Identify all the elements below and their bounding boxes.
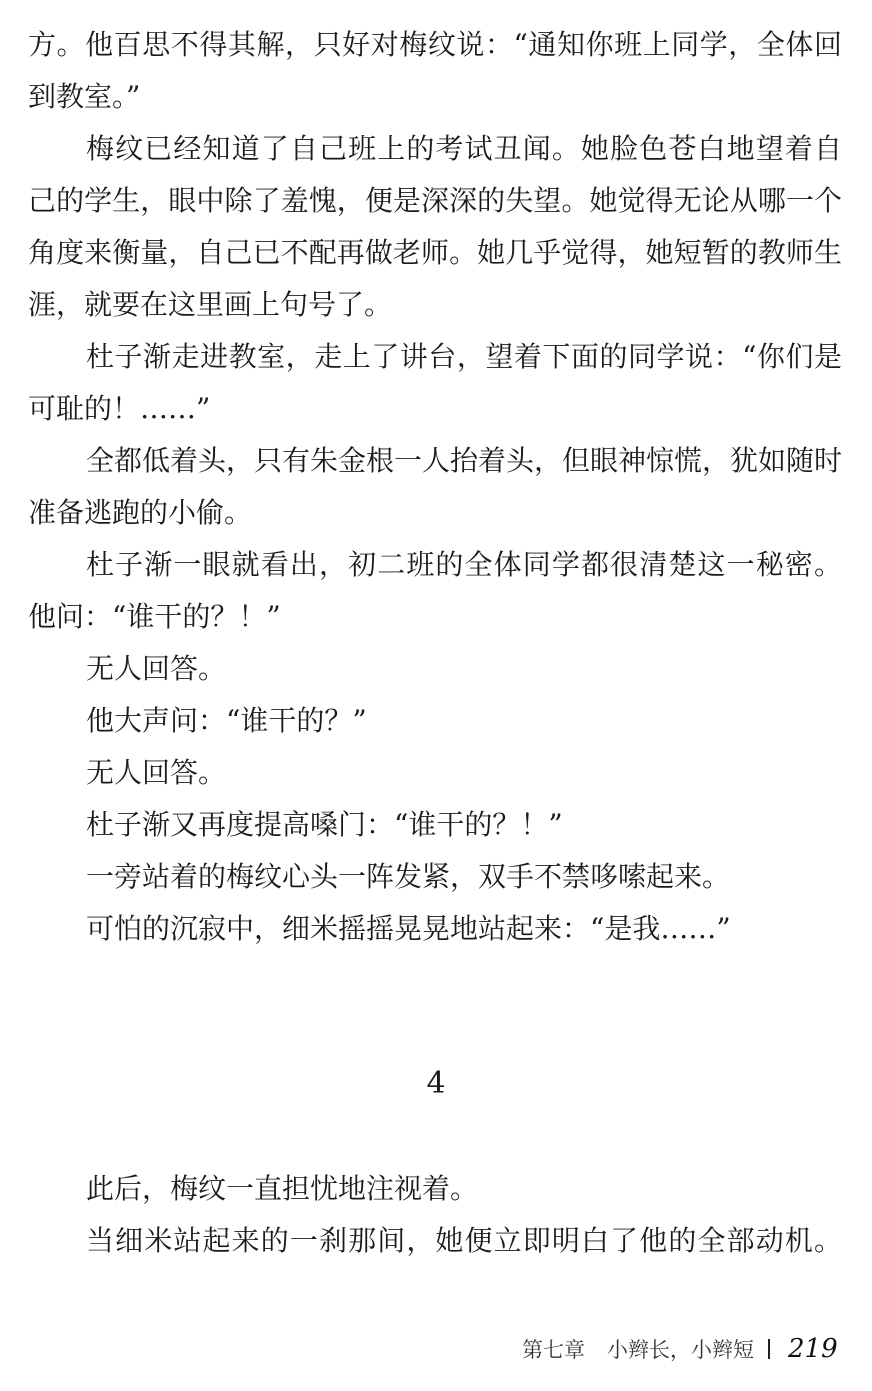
text-line: 全都低着头，只有朱金根一人抬着头，但眼神惊慌，犹如随时 <box>86 444 843 477</box>
text-line: 到教室。” <box>28 80 141 113</box>
text-line: 杜子渐一眼就看出，初二班的全体同学都很清楚这一秘密。 <box>86 548 842 581</box>
text-line: 当细米站起来的一刹那间，她便立即明白了他的全部动机。 <box>86 1224 842 1257</box>
text-line: 杜子渐走进教室，走上了讲台，望着下面的同学说：“你们是 <box>86 340 842 373</box>
text-line: 无人回答。 <box>86 756 227 789</box>
text-line: 可耻的！……” <box>28 392 211 425</box>
text-line: 角度来衡量，自己已不配再做老师。她几乎觉得，她短暂的教师生 <box>28 236 842 269</box>
divider <box>768 1339 770 1359</box>
text-line: 此后，梅纹一直担忧地注视着。 <box>86 1172 479 1205</box>
text-line: 涯，就要在这里画上句号了。 <box>28 288 393 321</box>
text-line: 准备逃跑的小偷。 <box>28 496 253 529</box>
chapter-label: 第七章 <box>522 1338 585 1362</box>
text-line: 他大声问：“谁干的？” <box>86 704 367 737</box>
text-line: 己的学生，眼中除了羞愧，便是深深的失望。她觉得无论从哪一个 <box>28 184 842 217</box>
page-footer <box>522 1334 838 1364</box>
text-line: 方。他百思不得其解，只好对梅纹说：“通知你班上同学，全体回 <box>28 28 842 61</box>
text-line: 无人回答。 <box>86 652 227 685</box>
text-line: 可怕的沉寂中，细米摇摇晃晃地站起来：“是我……” <box>86 912 731 945</box>
text-line: 杜子渐又再度提高嗓门：“谁干的？！” <box>86 808 563 841</box>
text-line: 他问：“谁干的？！” <box>28 600 281 633</box>
page-number: 219 <box>788 1334 838 1364</box>
section-number: 4 <box>426 1066 446 1101</box>
chapter-title: 小辫长，小辫短 <box>607 1338 754 1362</box>
text-line: 梅纹已经知道了自己班上的考试丑闻。她脸色苍白地望着自 <box>86 132 842 165</box>
text-line: 一旁站着的梅纹心头一阵发紧，双手不禁哆嗦起来。 <box>86 860 731 893</box>
